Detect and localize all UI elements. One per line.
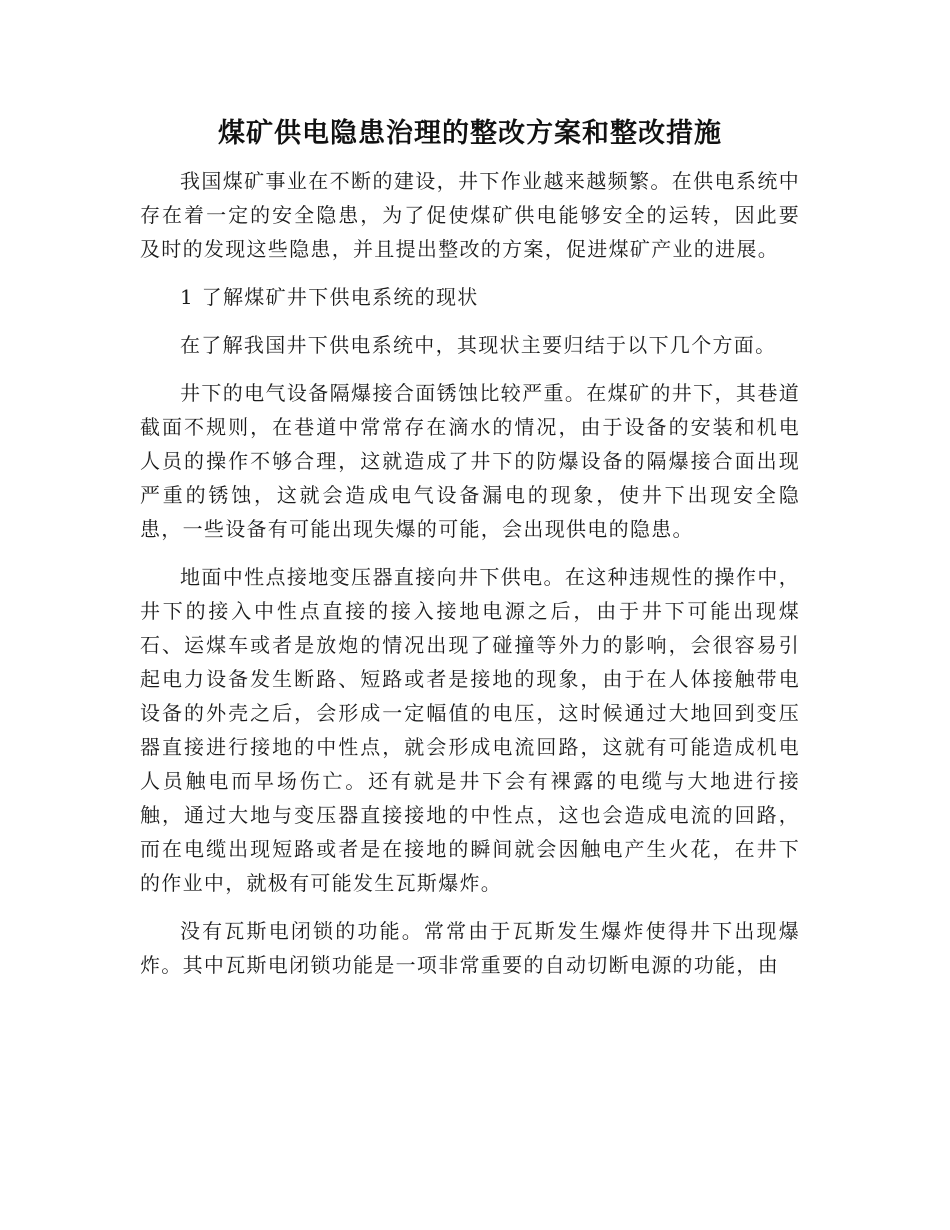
paragraph-gas-lock: 没有瓦斯电闭锁的功能。常常由于瓦斯发生爆炸使得井下出现爆炸。其中瓦斯电闭锁功能是一项非常重要的自动切断电源的功能，由 [140, 919, 800, 977]
section-heading-1: 1 了解煤矿井下供电系统的现状 [180, 285, 479, 309]
document-title: 煤矿供电隐患治理的整改方案和整改措施 [218, 118, 722, 149]
paragraph-corrosion: 井下的电气设备隔爆接合面锈蚀比较严重。在煤矿的井下，其巷道截面不规则，在巷道中常常存在滴水的情况，由于设备的安装和机电人员的操作不够合理，这就造成了井下的防爆设备的隔爆接合面出现严重的锈蚀，这就会造成电气设备漏电的现象，使井下出现安全隐患，一些设备有可能出现失爆的可能，会出现供电的隐患。 [140, 381, 800, 541]
paragraph-section1-intro: 在了解我国井下供电系统中，其现状主要归结于以下几个方面。 [180, 333, 777, 357]
paragraph-intro: 我国煤矿事业在不断的建设，井下作业越来越频繁。在供电系统中存在着一定的安全隐患，为了促使煤矿供电能够安全的运转，因此要及时的发现这些隐患，并且提出整改的方案，促进煤矿产业的进展。 [140, 169, 800, 261]
document-page [140, 108, 800, 996]
paragraph-grounding: 地面中性点接地变压器直接向井下供电。在这种违规性的操作中，井下的接入中性点直接的接入接地电源之后，由于井下可能出现煤石、运煤车或者是放炮的情况出现了碰撞等外力的影响，会很容易引起电力设备发生断路、短路或者是接地的现象，由于在人体接触带电设备的外壳之后，会形成一定幅值的电压，这时候通过大地回到变压器直接进行接地的中性点，就会形成电流回路，这就有可能造成机电人员触电而早场伤亡。还有就是井下会有裸露的电缆与大地进行接触，通过大地与变压器直接接地的中性点，这也会造成电流的回路，而在电缆出现短路或者是在接地的瞬间就会因触电产生火花，在井下的作业中，就极有可能发生瓦斯爆炸。 [140, 565, 800, 895]
